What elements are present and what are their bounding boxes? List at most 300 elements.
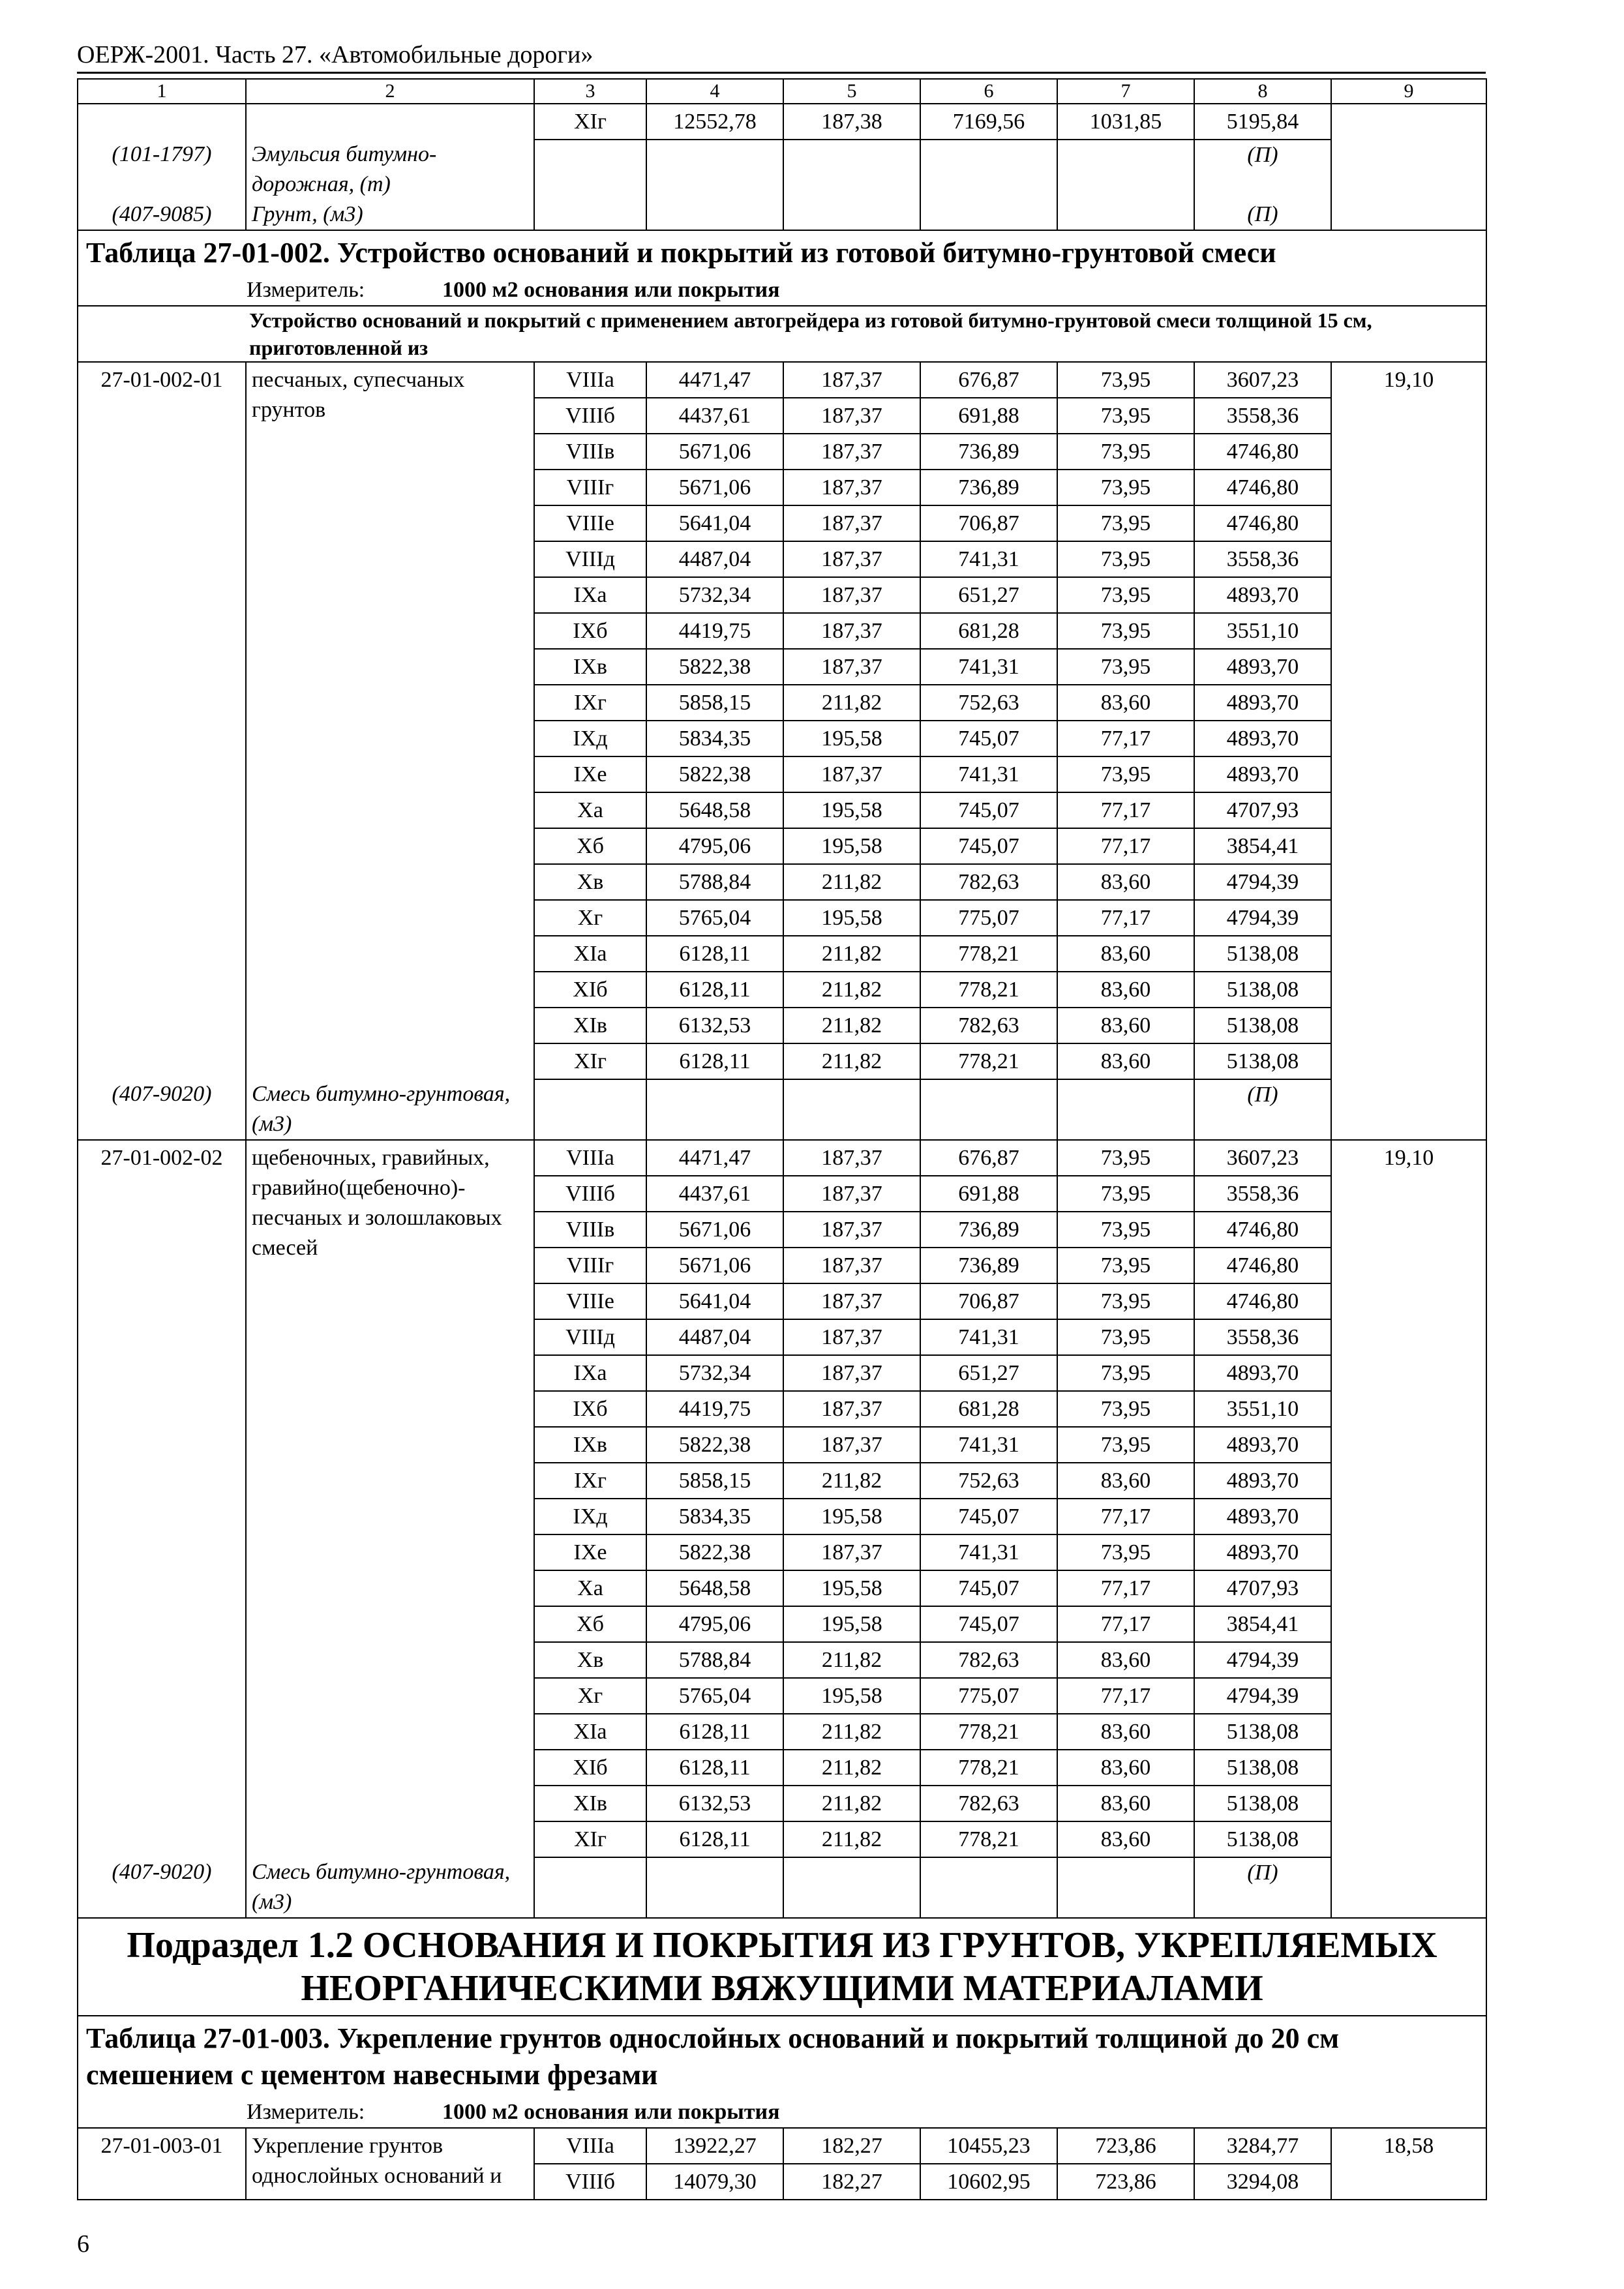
zone-code: ХIг [534, 1043, 646, 1079]
work-name-text: песчаных, супесчаных грунтов [252, 368, 465, 422]
value-c5: 195,58 [783, 1570, 920, 1606]
value-c4: 5641,04 [646, 505, 783, 541]
value-c4: 5822,38 [646, 649, 783, 685]
value-c7: 73,95 [1057, 1283, 1194, 1319]
column-number: 6 [920, 79, 1057, 104]
value-c5: 187,37 [783, 613, 920, 649]
measure-label: Измеритель: [247, 278, 365, 302]
value-c8: 4893,70 [1194, 577, 1331, 613]
value-c7: 73,95 [1057, 362, 1194, 398]
material-name: Смесь битумно-грунтовая, (м3) [246, 1857, 534, 1918]
value-c5: 211,82 [783, 1714, 920, 1750]
value-c8: 4794,39 [1194, 900, 1331, 936]
value-c5: 211,82 [783, 1750, 920, 1786]
value-c6: 7169,56 [920, 104, 1057, 140]
empty-cell [920, 1079, 1057, 1140]
value-c6: 745,07 [920, 792, 1057, 828]
value-c5: 187,37 [783, 1212, 920, 1248]
measure-value: 1000 м2 основания или покрытия [442, 278, 780, 302]
value-c4: 6128,11 [646, 1714, 783, 1750]
measure-row [78, 2097, 1486, 2128]
measure-value: 1000 м2 основания или покрытия [442, 2100, 780, 2124]
value-c4: 5671,06 [646, 470, 783, 505]
value-c5: 195,58 [783, 1678, 920, 1714]
empty-cell [1331, 200, 1486, 230]
rate-code: 27-01-003-01 [78, 2128, 246, 2200]
rates-table [77, 78, 1487, 2200]
value-c4: 5732,34 [646, 577, 783, 613]
value-c7: 77,17 [1057, 1499, 1194, 1534]
value-c7: 73,95 [1057, 398, 1194, 434]
value-c7: 83,60 [1057, 1750, 1194, 1786]
value-c5: 195,58 [783, 900, 920, 936]
labor-cost: 18,58 [1331, 2128, 1486, 2200]
table-row [78, 104, 1486, 140]
value-c8: 5138,08 [1194, 1714, 1331, 1750]
column-number: 8 [1194, 79, 1331, 104]
value-c6: 741,31 [920, 1534, 1057, 1570]
value-c6: 775,07 [920, 1678, 1057, 1714]
value-c5: 211,82 [783, 864, 920, 900]
value-c8: 4746,80 [1194, 505, 1331, 541]
value-c4: 5648,58 [646, 792, 783, 828]
value-c4: 5671,06 [646, 1212, 783, 1248]
zone-code: VIIIг [534, 1248, 646, 1283]
material-code: (101-1797) [78, 140, 246, 200]
empty-cell [1331, 140, 1486, 200]
zone-code: ХIг [534, 104, 646, 140]
value-c7: 83,60 [1057, 685, 1194, 721]
zone-code: VIIIа [534, 362, 646, 398]
value-c5: 195,58 [783, 1606, 920, 1642]
value-c8: 4893,70 [1194, 685, 1331, 721]
value-c7: 83,60 [1057, 1043, 1194, 1079]
zone-code: IХг [534, 685, 646, 721]
zone-code: IХд [534, 721, 646, 756]
value-c8: 3284,77 [1194, 2128, 1331, 2164]
empty-cell [783, 140, 920, 200]
value-c4: 6132,53 [646, 1008, 783, 1043]
page-header: ОЕРЖ-2001. Часть 27. «Автомобильные дороги» [77, 38, 1486, 74]
empty-cell [534, 1079, 646, 1140]
zone-code: IХб [534, 1391, 646, 1427]
zone-code: IХе [534, 756, 646, 792]
zone-code: Хб [534, 828, 646, 864]
value-c7: 73,95 [1057, 541, 1194, 577]
column-number: 5 [783, 79, 920, 104]
empty-cell [920, 200, 1057, 230]
value-c5: 211,82 [783, 1642, 920, 1678]
value-c8: 4707,93 [1194, 792, 1331, 828]
work-name [246, 362, 534, 1079]
material-row [78, 1857, 1486, 1918]
table-title-row [78, 230, 1486, 275]
value-c7: 77,17 [1057, 721, 1194, 756]
empty-cell [646, 140, 783, 200]
value-c7: 723,86 [1057, 2164, 1194, 2200]
value-c8: 5138,08 [1194, 1786, 1331, 1821]
value-c7: 1031,85 [1057, 104, 1194, 140]
material-name: Смесь битумно-грунтовая, (м3) [246, 1079, 534, 1140]
value-c7: 73,95 [1057, 1534, 1194, 1570]
value-c4: 4487,04 [646, 541, 783, 577]
value-c5: 211,82 [783, 936, 920, 972]
page-number: 6 [77, 2230, 89, 2258]
value-c7: 77,17 [1057, 792, 1194, 828]
value-c8: 4893,70 [1194, 721, 1331, 756]
value-c6: 736,89 [920, 1248, 1057, 1283]
value-c4: 5834,35 [646, 1499, 783, 1534]
zone-code: ХIа [534, 1714, 646, 1750]
value-c8: 3294,08 [1194, 2164, 1331, 2200]
value-c5: 187,37 [783, 470, 920, 505]
empty-cell [534, 140, 646, 200]
table-row [78, 2128, 1486, 2164]
value-c6: 681,28 [920, 613, 1057, 649]
material-code: (407-9020) [78, 1079, 246, 1140]
value-c8: 4893,70 [1194, 1463, 1331, 1499]
table-row [78, 1140, 1486, 1176]
value-c8: 3607,23 [1194, 1140, 1331, 1176]
value-c5: 187,37 [783, 577, 920, 613]
value-c4: 6128,11 [646, 972, 783, 1008]
value-c7: 73,95 [1057, 470, 1194, 505]
zone-code: VIIIв [534, 1212, 646, 1248]
value-c7: 73,95 [1057, 1212, 1194, 1248]
column-number: 2 [246, 79, 534, 104]
value-c5: 187,37 [783, 434, 920, 470]
value-c8: 4893,70 [1194, 1534, 1331, 1570]
value-c6: 775,07 [920, 900, 1057, 936]
value-c7: 73,95 [1057, 1176, 1194, 1212]
material-note: (П) [1194, 200, 1331, 230]
value-c4: 4795,06 [646, 828, 783, 864]
value-c8: 3558,36 [1194, 1319, 1331, 1355]
value-c8: 5138,08 [1194, 1043, 1331, 1079]
value-c4: 14079,30 [646, 2164, 783, 2200]
zone-code: Хв [534, 864, 646, 900]
zone-code: ХIа [534, 936, 646, 972]
value-c4: 5671,06 [646, 434, 783, 470]
value-c7: 73,95 [1057, 577, 1194, 613]
zone-code: IХв [534, 1427, 646, 1463]
empty-cell [1331, 1857, 1486, 1918]
work-name [246, 2128, 534, 2200]
value-c6: 745,07 [920, 1570, 1057, 1606]
value-c4: 5834,35 [646, 721, 783, 756]
value-c6: 10455,23 [920, 2128, 1057, 2164]
material-code: (407-9085) [78, 200, 246, 230]
value-c4: 4471,47 [646, 1140, 783, 1176]
value-c8: 3607,23 [1194, 362, 1331, 398]
material-row [78, 1079, 1486, 1140]
zone-code: Хг [534, 1678, 646, 1714]
value-c8: 3551,10 [1194, 1391, 1331, 1427]
zone-code: VIIIб [534, 2164, 646, 2200]
value-c5: 211,82 [783, 1043, 920, 1079]
zone-code: VIIIд [534, 541, 646, 577]
zone-code: IХг [534, 1463, 646, 1499]
measure-cell [78, 2097, 1486, 2128]
material-note: (П) [1194, 1079, 1331, 1140]
value-c6: 745,07 [920, 721, 1057, 756]
value-c7: 83,60 [1057, 1642, 1194, 1678]
zone-code: ХIв [534, 1008, 646, 1043]
empty-cell [783, 1857, 920, 1918]
empty-cell [783, 200, 920, 230]
value-c6: 691,88 [920, 1176, 1057, 1212]
value-c5: 211,82 [783, 1008, 920, 1043]
measure-row [78, 275, 1486, 306]
value-c7: 723,86 [1057, 2128, 1194, 2164]
value-c4: 4437,61 [646, 1176, 783, 1212]
value-c7: 73,95 [1057, 1427, 1194, 1463]
value-c6: 651,27 [920, 1355, 1057, 1391]
value-c8: 3551,10 [1194, 613, 1331, 649]
value-c6: 706,87 [920, 1283, 1057, 1319]
column-number-row [78, 79, 1486, 104]
zone-code: IХв [534, 649, 646, 685]
rate-code: 27-01-002-01 [78, 362, 246, 1079]
value-c8: 4707,93 [1194, 1570, 1331, 1606]
value-c5: 187,37 [783, 756, 920, 792]
value-c8: 3558,36 [1194, 541, 1331, 577]
value-c5: 187,37 [783, 1391, 920, 1427]
value-c6: 741,31 [920, 1319, 1057, 1355]
value-c6: 778,21 [920, 972, 1057, 1008]
value-c5: 187,37 [783, 1355, 920, 1391]
value-c4: 13922,27 [646, 2128, 783, 2164]
zone-code: VIIIв [534, 434, 646, 470]
value-c8: 3854,41 [1194, 1606, 1331, 1642]
column-number: 9 [1331, 79, 1486, 104]
value-c5: 187,37 [783, 362, 920, 398]
value-c5: 195,58 [783, 721, 920, 756]
zone-code: IХа [534, 1355, 646, 1391]
value-c4: 6128,11 [646, 1821, 783, 1857]
empty-cell [78, 104, 246, 140]
table-description: Устройство оснований и покрытий с применением автогрейдера из готовой битумно-грунтовой смеси толщиной 15 см, приготовленной из [78, 306, 1486, 362]
empty-cell [1057, 1857, 1194, 1918]
value-c4: 4419,75 [646, 1391, 783, 1427]
value-c5: 182,27 [783, 2128, 920, 2164]
empty-cell [246, 104, 534, 140]
value-c8: 4794,39 [1194, 864, 1331, 900]
zone-code: IХа [534, 577, 646, 613]
empty-cell [1057, 140, 1194, 200]
value-c4: 6132,53 [646, 1786, 783, 1821]
material-note: (П) [1194, 1857, 1331, 1918]
material-row [78, 140, 1486, 200]
material-note: (П) [1194, 140, 1331, 200]
value-c6: 741,31 [920, 541, 1057, 577]
value-c7: 77,17 [1057, 900, 1194, 936]
value-c5: 187,37 [783, 1534, 920, 1570]
value-c8: 4746,80 [1194, 1283, 1331, 1319]
zone-code: Ха [534, 792, 646, 828]
zone-code: Ха [534, 1570, 646, 1606]
subsection-row [78, 1918, 1486, 2016]
value-c8: 5138,08 [1194, 936, 1331, 972]
value-c7: 73,95 [1057, 1355, 1194, 1391]
empty-cell [1057, 1079, 1194, 1140]
column-number: 4 [646, 79, 783, 104]
value-c8: 5138,08 [1194, 972, 1331, 1008]
value-c6: 782,63 [920, 864, 1057, 900]
material-name: Эмульсия битумно-дорожная, (т) [246, 140, 534, 200]
value-c7: 83,60 [1057, 1008, 1194, 1043]
empty-cell [534, 1857, 646, 1918]
value-c5: 211,82 [783, 1463, 920, 1499]
value-c7: 73,95 [1057, 756, 1194, 792]
value-c6: 741,31 [920, 1427, 1057, 1463]
value-c8: 5138,08 [1194, 1821, 1331, 1857]
value-c4: 5671,06 [646, 1248, 783, 1283]
table-title: Таблица 27-01-002. Устройство оснований и покрытий из готовой битумно-грунтовой смеси [78, 230, 1486, 275]
value-c4: 6128,11 [646, 936, 783, 972]
value-c6: 691,88 [920, 398, 1057, 434]
value-c5: 211,82 [783, 685, 920, 721]
value-c4: 5858,15 [646, 685, 783, 721]
zone-code: VIIIг [534, 470, 646, 505]
column-number: 1 [78, 79, 246, 104]
zone-code: VIIIб [534, 1176, 646, 1212]
value-c6: 752,63 [920, 685, 1057, 721]
value-c8: 4893,70 [1194, 649, 1331, 685]
rates-table-container [77, 78, 1486, 2200]
empty-cell [1331, 1079, 1486, 1140]
zone-code: Хг [534, 900, 646, 936]
value-c8: 5138,08 [1194, 1008, 1331, 1043]
empty-cell [920, 140, 1057, 200]
value-c6: 706,87 [920, 505, 1057, 541]
value-c5: 187,37 [783, 1283, 920, 1319]
value-c7: 73,95 [1057, 1248, 1194, 1283]
value-c8: 4746,80 [1194, 470, 1331, 505]
value-c6: 651,27 [920, 577, 1057, 613]
table-title-row [78, 2016, 1486, 2097]
subsection-title: Подраздел 1.2 ОСНОВАНИЯ И ПОКРЫТИЯ ИЗ ГРУНТОВ, УКРЕПЛЯЕМЫХ НЕОРГАНИЧЕСКИМИ ВЯЖУЩИМИ МАТЕРИАЛАМИ [78, 1918, 1486, 2016]
value-c6: 745,07 [920, 1606, 1057, 1642]
value-c7: 73,95 [1057, 434, 1194, 470]
value-c8: 4893,70 [1194, 756, 1331, 792]
zone-code: Хв [534, 1642, 646, 1678]
value-c6: 681,28 [920, 1391, 1057, 1427]
value-c7: 83,60 [1057, 1821, 1194, 1857]
value-c8: 3558,36 [1194, 1176, 1331, 1212]
labor-cost: 19,10 [1331, 1140, 1486, 1857]
value-c5: 187,37 [783, 1248, 920, 1283]
value-c4: 12552,78 [646, 104, 783, 140]
value-c4: 4419,75 [646, 613, 783, 649]
value-c7: 73,95 [1057, 1140, 1194, 1176]
value-c4: 5648,58 [646, 1570, 783, 1606]
value-c5: 211,82 [783, 1786, 920, 1821]
value-c4: 5765,04 [646, 1678, 783, 1714]
value-c5: 187,37 [783, 541, 920, 577]
value-c6: 782,63 [920, 1642, 1057, 1678]
value-c7: 73,95 [1057, 1391, 1194, 1427]
work-name-text: щебеночных, гравийных, гравийно(щебеночно)-песчаных и золошлаковых смесей [252, 1146, 502, 1260]
column-number: 3 [534, 79, 646, 104]
value-c7: 83,60 [1057, 1786, 1194, 1821]
value-c7: 83,60 [1057, 864, 1194, 900]
value-c5: 187,37 [783, 1140, 920, 1176]
value-c4: 6128,11 [646, 1043, 783, 1079]
value-c7: 77,17 [1057, 1678, 1194, 1714]
value-c4: 5765,04 [646, 900, 783, 936]
empty-cell [646, 200, 783, 230]
value-c8: 4893,70 [1194, 1427, 1331, 1463]
value-c7: 73,95 [1057, 1319, 1194, 1355]
zone-code: VIIIа [534, 1140, 646, 1176]
zone-code: Хб [534, 1606, 646, 1642]
work-name-text: Укрепление грунтов однослойных оснований и [252, 2134, 502, 2188]
empty-cell [783, 1079, 920, 1140]
empty-cell [646, 1857, 783, 1918]
value-c8: 3854,41 [1194, 828, 1331, 864]
value-c6: 741,31 [920, 649, 1057, 685]
value-c4: 5822,38 [646, 756, 783, 792]
description-row [78, 306, 1486, 362]
value-c6: 752,63 [920, 1463, 1057, 1499]
table-row [78, 362, 1486, 398]
value-c6: 736,89 [920, 434, 1057, 470]
value-c7: 77,17 [1057, 828, 1194, 864]
value-c5: 211,82 [783, 972, 920, 1008]
value-c5: 195,58 [783, 1499, 920, 1534]
value-c6: 10602,95 [920, 2164, 1057, 2200]
zone-code: ХIб [534, 972, 646, 1008]
material-row [78, 200, 1486, 230]
value-c5: 187,37 [783, 1176, 920, 1212]
value-c5: 195,58 [783, 792, 920, 828]
zone-code: VIIIе [534, 1283, 646, 1319]
value-c4: 5641,04 [646, 1283, 783, 1319]
zone-code: VIIIе [534, 505, 646, 541]
rates-table-body [78, 79, 1486, 2200]
value-c4: 6128,11 [646, 1750, 783, 1786]
value-c6: 778,21 [920, 1043, 1057, 1079]
value-c4: 4471,47 [646, 362, 783, 398]
rate-code: 27-01-002-02 [78, 1140, 246, 1857]
value-c8: 4746,80 [1194, 1212, 1331, 1248]
value-c5: 187,37 [783, 1319, 920, 1355]
value-c6: 778,21 [920, 1714, 1057, 1750]
value-c5: 187,37 [783, 505, 920, 541]
material-name: Грунт, (м3) [246, 200, 534, 230]
column-number: 7 [1057, 79, 1194, 104]
value-c6: 736,89 [920, 470, 1057, 505]
work-name [246, 1140, 534, 1857]
value-c6: 745,07 [920, 828, 1057, 864]
value-c8: 4746,80 [1194, 1248, 1331, 1283]
value-c7: 77,17 [1057, 1570, 1194, 1606]
value-c7: 73,95 [1057, 505, 1194, 541]
value-c5: 187,37 [783, 398, 920, 434]
value-c7: 83,60 [1057, 972, 1194, 1008]
value-c7: 83,60 [1057, 1463, 1194, 1499]
material-code: (407-9020) [78, 1857, 246, 1918]
measure-cell [78, 275, 1486, 306]
empty-cell [1057, 200, 1194, 230]
empty-cell [920, 1857, 1057, 1918]
value-c4: 4437,61 [646, 398, 783, 434]
value-c8: 3558,36 [1194, 398, 1331, 434]
value-c6: 676,87 [920, 362, 1057, 398]
value-c4: 5788,84 [646, 864, 783, 900]
value-c8: 4794,39 [1194, 1642, 1331, 1678]
